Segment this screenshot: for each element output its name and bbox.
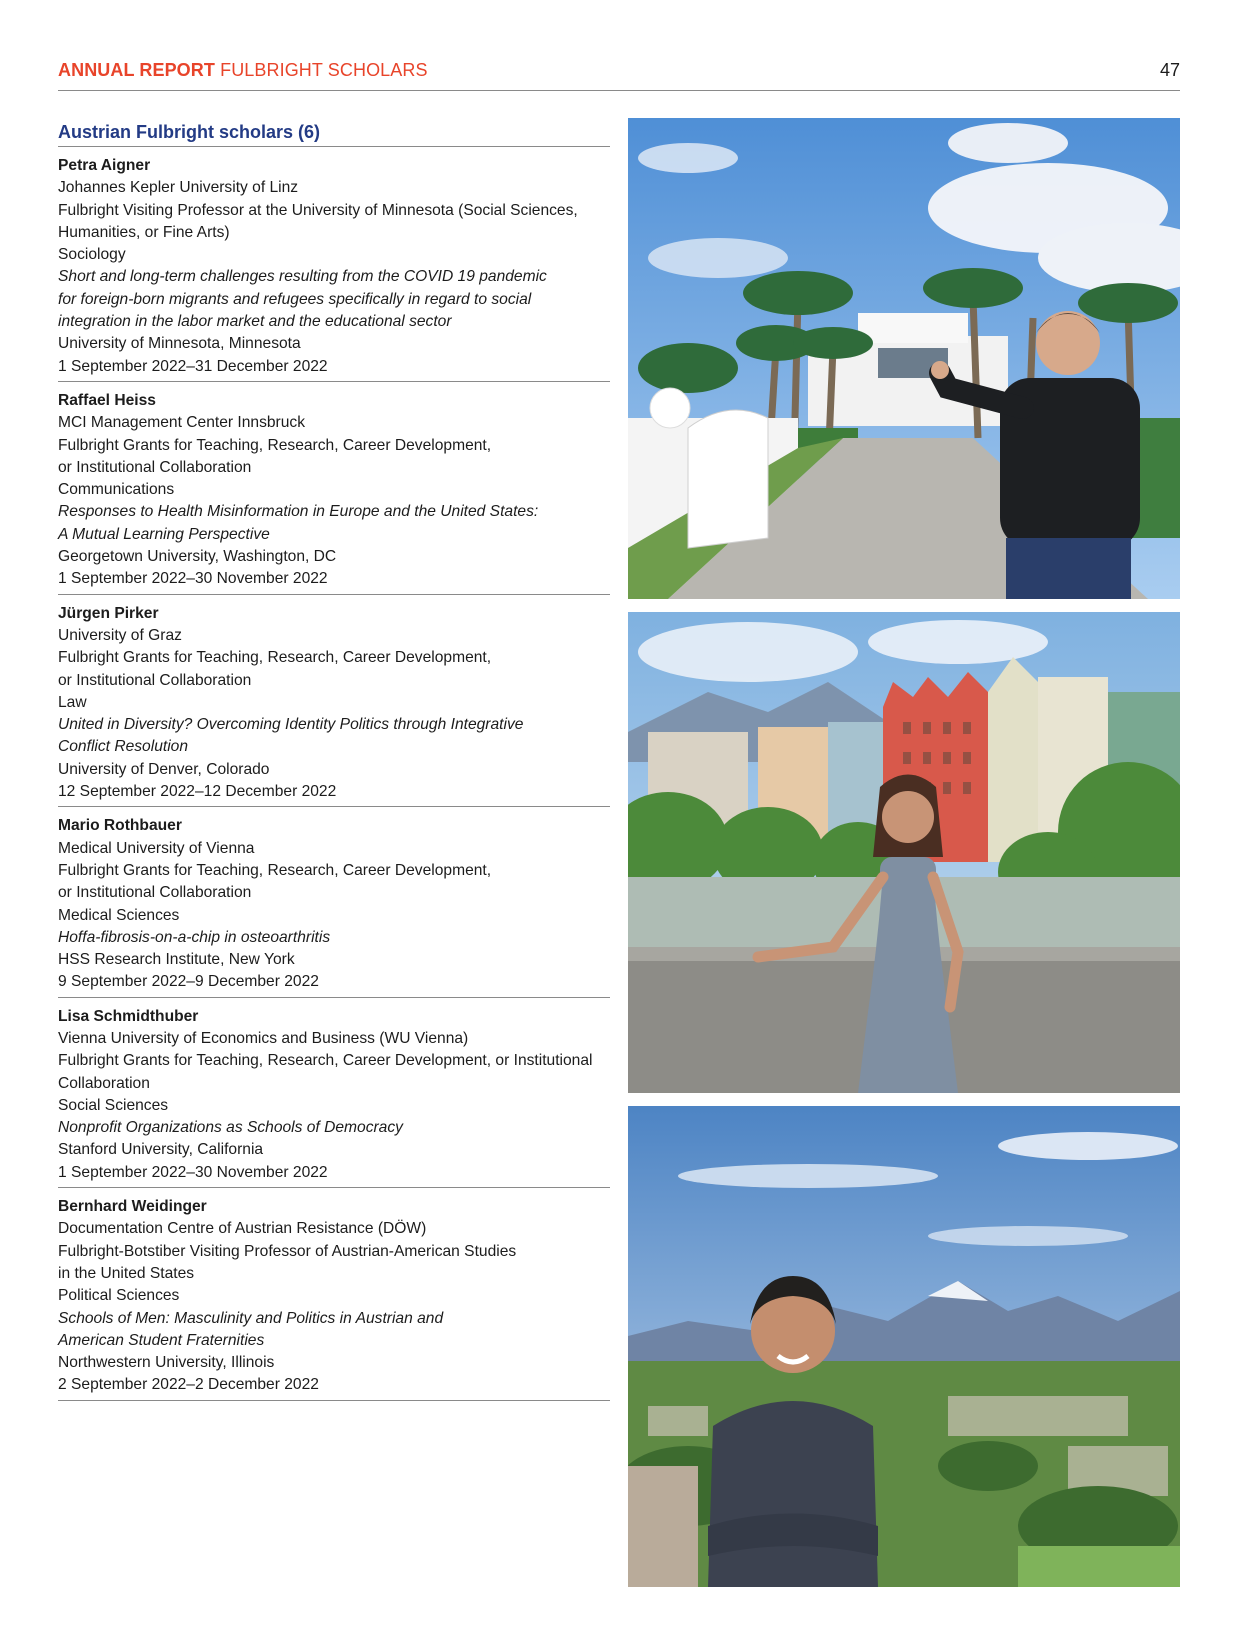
scholar-institution: MCI Management Center Innsbruck	[58, 414, 306, 432]
page-header	[58, 58, 1180, 91]
scholar-field: Communications	[58, 481, 175, 499]
scholar-project-title: Nonprofit Organizations as Schools of Democracy	[58, 1119, 403, 1137]
scholar-field: Political Sciences	[58, 1287, 180, 1305]
scholar-institution: Johannes Kepler University of Linz	[58, 179, 299, 197]
scholar-institution: Medical University of Vienna	[58, 839, 255, 857]
scholar-field: Social Sciences	[58, 1096, 169, 1114]
scholar-program: Fulbright Grants for Teaching, Research, Career Development,	[58, 861, 492, 879]
scholar-project-title: American Student Fraternities	[58, 1331, 265, 1349]
scholar-grant-dates: 1 September 2022–30 November 2022	[58, 1163, 328, 1181]
scholar-project-title: for foreign-born migrants and refugees specifically in regard to social	[58, 290, 532, 308]
scholar-project-title: Short and long-term challenges resulting from the COVID 19 pandemic	[58, 268, 547, 286]
scholar-name: Mario Rothbauer	[58, 817, 182, 835]
scholar-entry	[58, 595, 610, 808]
scholar-project-title: Hoffa-fibrosis-on-a-chip in osteoarthritis	[58, 928, 331, 946]
scholar-name: Raffael Heiss	[58, 391, 156, 409]
scholar-host-institution: Stanford University, California	[58, 1141, 264, 1159]
scholar-name: Lisa Schmidthuber	[58, 1007, 199, 1025]
scholar-grant-dates: 9 September 2022–9 December 2022	[58, 973, 319, 991]
photo-scholar-driveway	[628, 118, 1180, 599]
scholar-project-title: United in Diversity? Overcoming Identity Politics through Integrative	[58, 716, 524, 734]
scholar-entry	[58, 807, 610, 997]
scholar-name: Petra Aigner	[58, 157, 151, 174]
scholar-institution: Documentation Centre of Austrian Resistance (DÖW)	[58, 1220, 427, 1238]
scholar-institution: Vienna University of Economics and Business (WU Vienna)	[58, 1029, 469, 1047]
scholar-field: Medical Sciences	[58, 906, 180, 924]
scholar-program: Fulbright Grants for Teaching, Research, Career Development,	[58, 649, 492, 667]
scholar-program: Humanities, or Fine Arts)	[58, 223, 230, 241]
scholar-program: Fulbright Grants for Teaching, Research, Career Development,	[58, 436, 492, 454]
scholar-list	[58, 122, 610, 1401]
scholar-entry	[58, 998, 610, 1188]
running-title-bold: ANNUAL REPORT	[58, 60, 215, 80]
scholar-host-institution: Georgetown University, Washington, DC	[58, 548, 337, 566]
scholar-name: Jürgen Pirker	[58, 604, 159, 622]
scholar-project-title: Conflict Resolution	[58, 738, 189, 756]
scholar-institution: University of Graz	[58, 626, 182, 644]
running-title-rest: FULBRIGHT SCHOLARS	[220, 60, 428, 80]
scholar-project-title: Responses to Health Misinformation in Europe and the United States:	[58, 503, 539, 521]
page-number: 47	[1159, 60, 1180, 80]
scholar-program: Fulbright-Botstiber Visiting Professor of Austrian-American Studies	[58, 1242, 517, 1260]
scholar-grant-dates: 2 September 2022–2 December 2022	[58, 1376, 319, 1394]
scholar-program: Fulbright Grants for Teaching, Research, Career Development, or Institutional	[58, 1052, 593, 1070]
running-title	[58, 60, 428, 81]
scholar-project-title: A Mutual Learning Perspective	[58, 525, 270, 543]
scholar-program: Fulbright Visiting Professor at the University of Minnesota (Social Sciences,	[58, 201, 578, 219]
scholar-program: Collaboration	[58, 1074, 150, 1092]
scholar-entry	[58, 382, 610, 595]
scholar-name: Bernhard Weidinger	[58, 1198, 207, 1216]
scholar-project-title: Schools of Men: Masculinity and Politics in Austrian and	[58, 1309, 444, 1327]
scholar-program: in the United States	[58, 1264, 195, 1282]
scholar-entry	[58, 147, 610, 382]
scholar-host-institution: University of Denver, Colorado	[58, 760, 270, 778]
section-title: Austrian Fulbright scholars (6)	[58, 122, 610, 147]
scholar-program: or Institutional Collaboration	[58, 458, 252, 476]
scholar-field: Law	[58, 693, 87, 711]
scholar-grant-dates: 12 September 2022–12 December 2022	[58, 783, 337, 801]
scholar-program: or Institutional Collaboration	[58, 671, 252, 689]
scholar-project-title: integration in the labor market and the educational sector	[58, 313, 452, 331]
scholar-field: Sociology	[58, 246, 126, 264]
scholar-entry	[58, 1188, 610, 1401]
scholar-host-institution: HSS Research Institute, New York	[58, 951, 295, 969]
scholar-program: or Institutional Collaboration	[58, 884, 252, 902]
scholar-host-institution: Northwestern University, Illinois	[58, 1354, 275, 1372]
photo-scholar-river	[628, 612, 1180, 1093]
photo-scholar-valley	[628, 1106, 1180, 1587]
scholar-entries	[58, 147, 610, 1401]
scholar-grant-dates: 1 September 2022–30 November 2022	[58, 570, 328, 588]
scholar-grant-dates: 1 September 2022–31 December 2022	[58, 357, 328, 375]
scholar-host-institution: University of Minnesota, Minnesota	[58, 335, 301, 353]
